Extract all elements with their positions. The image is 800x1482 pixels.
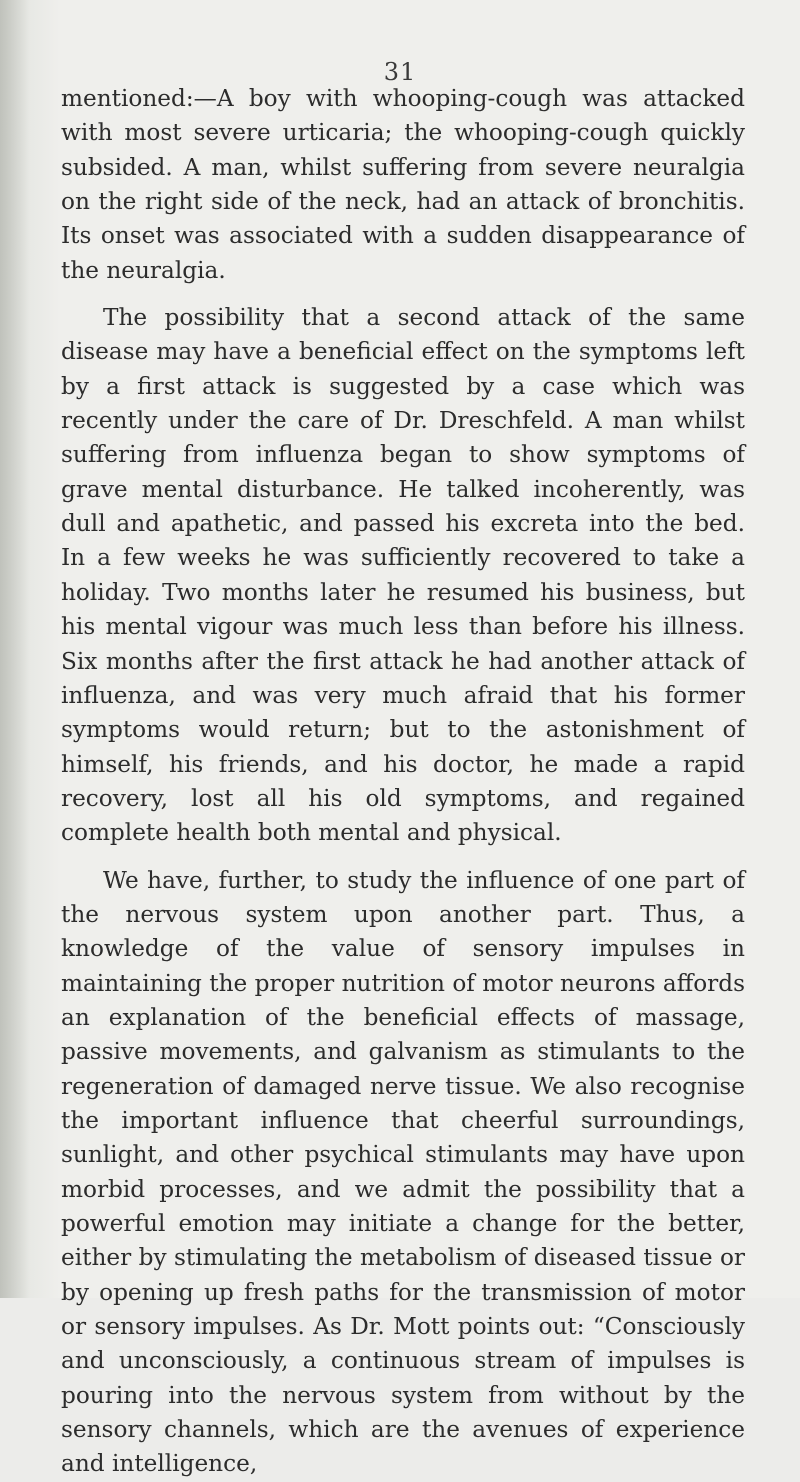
page-number: 31	[383, 58, 417, 86]
paragraph-1: mentioned:—A boy with whooping-cough was attacked with most severe urticaria; the whooping-cough quickly subsided. A man, whilst suffering from severe neuralgia on the right side of the neck, had an attack of bronchitis. Its onset was associated with a sudden disappearance of the neuralgia.	[61, 85, 745, 284]
body-text	[61, 82, 745, 1482]
gutter-shadow	[0, 0, 30, 1298]
paragraph-3: We have, further, to study the influence of one part of the nervous system upon another part. Thus, a knowledge of the value of sensory impulses in maintaining the proper nutrition of motor neurons affords an explanation of the beneficial effects of massage, passive movements, and galvanism as stimulants to the regeneration of damaged nerve tissue. We also recognise the important influence that cheerful surroundings, sunlight, and other psychical stimulants may have upon morbid processes, and we admit the possibility that a powerful emotion may initiate a change for the better, either by stimulating the metabolism of diseased tissue or by opening up fresh paths for the transmission of motor or sensory impulses. As Dr. Mott points out: “Consciously and unconsciously, a continuous stream of impulses is pouring into the nervous system from without by the sensory channels, which are the avenues of experience and intelligence,	[61, 866, 745, 1478]
paragraph-2: The possibility that a second attack of the same disease may have a beneficial effect on the symptoms left by a first attack is suggested by a case which was recently under the care of Dr. Dreschfeld. A man whilst suffering from influenza began to show symptoms of grave mental disturbance. He talked incoherently, was dull and apathetic, and passed his excreta into the bed. In a few weeks he was sufficiently recovered to take a holiday. Two months later he resumed his business, but his mental vigour was much less than before his illness. Six months after the first attack he had another attack of influenza, and was very much afraid that his former symptoms would return; but to the astonishment of himself, his friends, and his doctor, he made a rapid recovery, lost all his old symptoms, and regained complete health both mental and physical.	[61, 304, 745, 847]
